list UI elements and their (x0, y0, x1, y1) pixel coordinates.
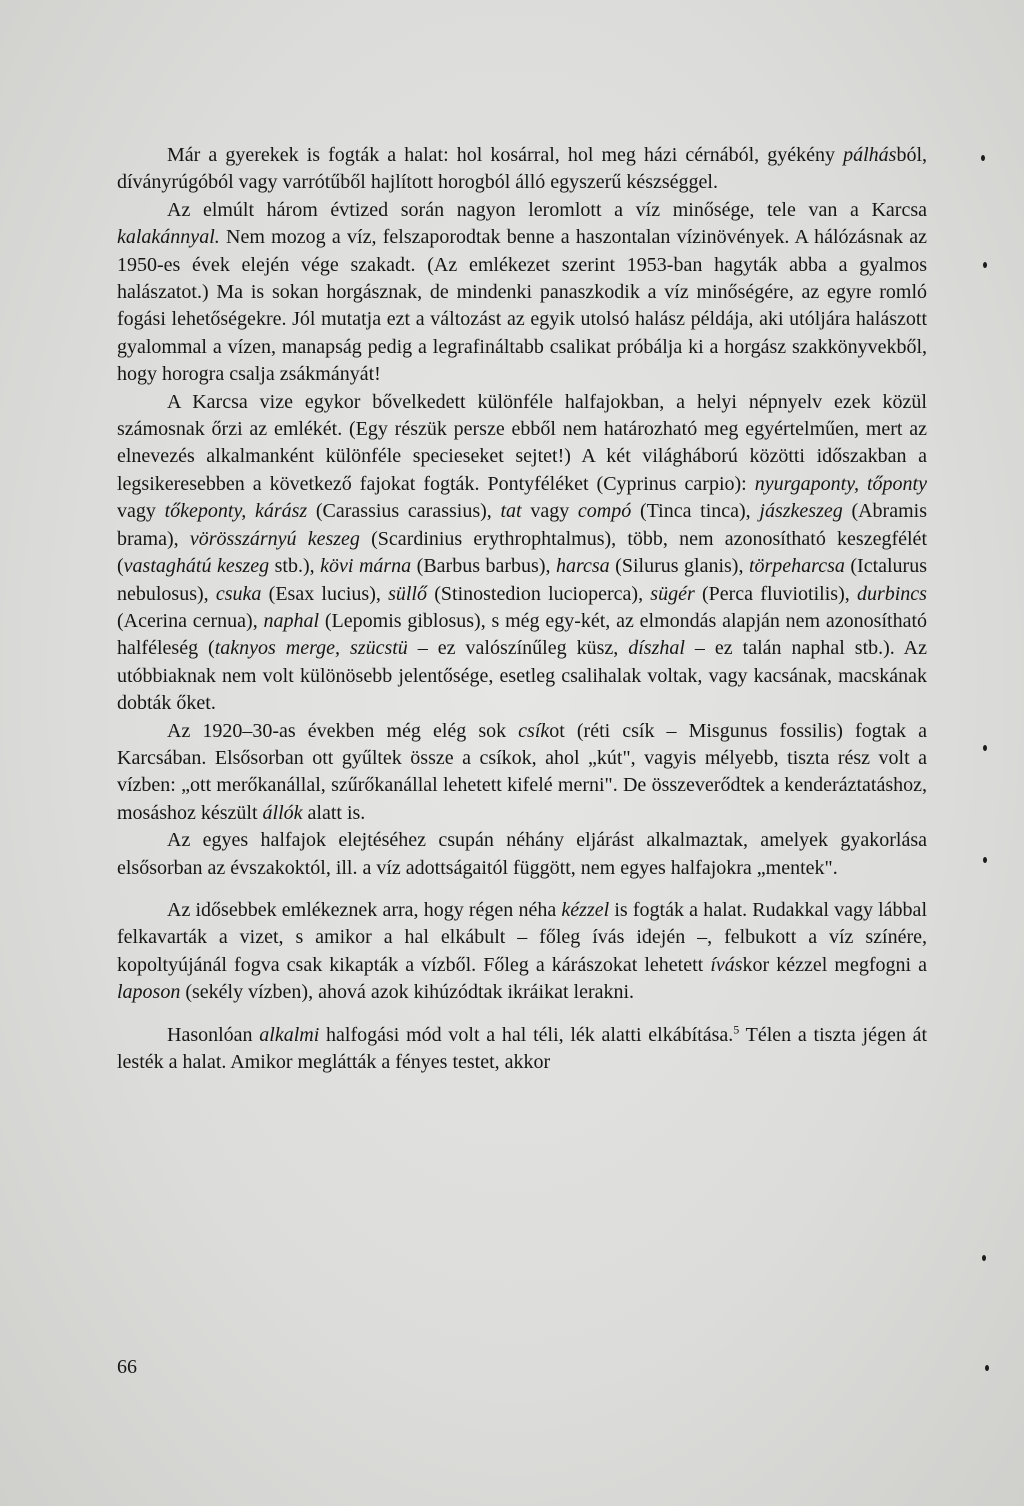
text-run: Az 1920–30-as években még elég sok (167, 719, 519, 742)
text-run: is fogták a halat. Rudakkal vagy lábbal felkavarták a vizet, s amikor a hal elkábult – főleg ívás idején –, felbukott a víz színére, kopoltyújánál fogva csak kikapták a vízből. Főleg a kárászokat lehetett (117, 898, 927, 976)
text-run: Már a gyerekek is fogták a halat: hol kosárral, hol meg házi cérnából, gyékény (167, 144, 844, 166)
text-run: (Tinca tinca), (631, 500, 760, 523)
text-run: (Stinostedion lucioperca), (427, 582, 651, 605)
text-run: (Lepomis giblosus), s még egy-két, az elmondás alapján nem azonosítható halféleség ( (117, 609, 928, 660)
text-run: – ez talán naphal stb.). Az utóbbiaknak nem volt különösebb jelentősége, esetleg csalihalak voltak, vagy kacsának, macskának dobták őket. (117, 637, 927, 715)
italic-term: laposon (117, 981, 181, 1004)
text-run: – ez valószínűleg küsz, (407, 637, 629, 660)
text-run: vagy (117, 500, 165, 523)
italic-term: nyurgaponty, tőponty (754, 472, 927, 495)
body-text (117, 142, 927, 1076)
italic-term: durbincs (856, 582, 927, 605)
text-run: kor kézzel megfogni a (742, 953, 927, 976)
italic-term: taknyos merge, szücstü (214, 637, 408, 660)
italic-term: sügér (650, 582, 695, 605)
text-run: Télen a tiszta jégen át lesték a halat. Amikor meglátták a fényes testet, akkor (117, 1023, 928, 1073)
italic-term: tat (500, 500, 522, 523)
margin-speck (983, 745, 987, 751)
italic-term: kézzel (561, 898, 610, 921)
italic-term: jászkeszeg (759, 500, 843, 523)
text-run: (Scardinius erythrophtalmus), több, nem azonosítható keszegfélét ( (117, 527, 927, 578)
margin-speck (983, 262, 987, 268)
paragraph (117, 389, 927, 718)
paragraph (117, 197, 927, 389)
italic-term: süllő (388, 582, 427, 605)
text-run: Az idősebbek emlékeznek arra, hogy régen néha (167, 898, 562, 921)
italic-term: alkalmi (259, 1023, 320, 1046)
margin-speck (981, 155, 985, 161)
italic-term: vastaghátú keszeg (123, 555, 270, 578)
text-run: (Barbus barbus), (411, 555, 556, 578)
paragraph (117, 718, 927, 828)
text-run: Az egyes halfajok elejtéséhez csupán néhány eljárást alkalmaztak, amelyek gyakorlása elsősorban az évszakoktól, ill. a víz adottságaitól függött, nem egyes halfajokra „mentek". (117, 829, 927, 879)
italic-term: díszhal (628, 637, 685, 660)
italic-term: törpeharcsa (748, 555, 845, 578)
paragraph (117, 897, 927, 1007)
italic-term: pálhás (843, 144, 897, 166)
margin-speck (983, 857, 987, 863)
text-run: (sekély vízben), ahová azok kihúzódtak ikráikat lerakni. (180, 981, 635, 1004)
text-run: stb.), (269, 555, 321, 578)
italic-term: vörösszárnyú keszeg (189, 527, 360, 550)
text-run: A Karcsa vize egykor bővelkedett különféle halfajokban, a helyi népnyelv ezek közül számosnak őrzi az emlékét. (Egy részük persze ebből nem határozható meg egyértelműen, mert az elnevezés alkalmanként különféle specieseket sejtet!) A két világháború közötti időszakban a legsikeresebben a következő fajokat fogták. Pontyféléket (Cyprinus carpio): (117, 390, 927, 495)
paragraph (117, 827, 927, 882)
italic-term: csuka (215, 582, 262, 605)
text-run: (Silurus glanis), (609, 555, 749, 578)
italic-term: tőkeponty, kárász (164, 500, 308, 523)
text-run: (Abramis brama), (117, 500, 927, 550)
text-run: (Esax lucius), (261, 582, 389, 605)
text-run: alatt is. (302, 801, 366, 824)
text-run: (Ictalurus nebulosus), (117, 555, 928, 605)
margin-speck (982, 1255, 986, 1261)
page-number: 66 (117, 1356, 137, 1378)
italic-term: compó (577, 500, 632, 523)
margin-speck (985, 1365, 989, 1371)
text-run: ot (réti csík – Misgunus fossilis) fogtak a Karcsában. Elsősorban ott gyűltek össze a csíkok, ahol „kút", vagyis mélyebb, tiszta rész volt a vízben: „ott merőkanállal, szűrőkanállal lehetett kifelé merni". De összeverődtek a kenderáztatáshoz, mosáshoz készült (117, 719, 927, 824)
text-run: (Acerina cernua), (117, 609, 264, 632)
text-run: (Carassius carassius), (307, 500, 501, 523)
paragraph (117, 1022, 927, 1077)
italic-term: harcsa (555, 555, 610, 578)
text-run: halfogási mód volt a hal téli, lék alatti elkábítása. (319, 1023, 734, 1046)
text-run: Az elmúlt három évtized során nagyon leromlott a víz minősége, tele van a Karcsa (167, 198, 927, 221)
text-run: (Perca fluviotilis), (694, 582, 857, 605)
italic-term: kövi márna (320, 555, 412, 578)
italic-term: állók (262, 801, 303, 824)
italic-term: kalakánnyal. (117, 226, 220, 249)
text-run: Hasonlóan (167, 1023, 260, 1046)
footnote-marker: 5 (733, 1021, 740, 1036)
paragraph (117, 142, 927, 197)
italic-term: naphal (263, 609, 320, 632)
italic-term: ívás (710, 953, 743, 976)
text-run: vagy (521, 500, 578, 523)
italic-term: csík (518, 719, 550, 742)
text-run: ból, díványrúgóból vagy varrótűből hajlított horogból álló egyszerű készséggel. (117, 144, 927, 194)
text-run: Nem mozog a víz, felszaporodtak benne a haszontalan vízinövények. A hálózásnak az 1950-es évek elején vége szakadt. (Az emlékezet szerint 1953-ban hagyták abba a gyalmos halászatot.) Ma is sokan horgásznak, de mindenki panaszkodik a víz minőségére, az egyre romló fogási lehetőségekre. Jól mutatja ezt a változást az egyik utolsó halász példája, aki utóljára halászott gyalommal a vízen, manapság pedig a legrafináltabb csalikat próbálja ki a horgász szakkönyvekből, hogy horogra csalja zsákmányát! (117, 226, 927, 386)
